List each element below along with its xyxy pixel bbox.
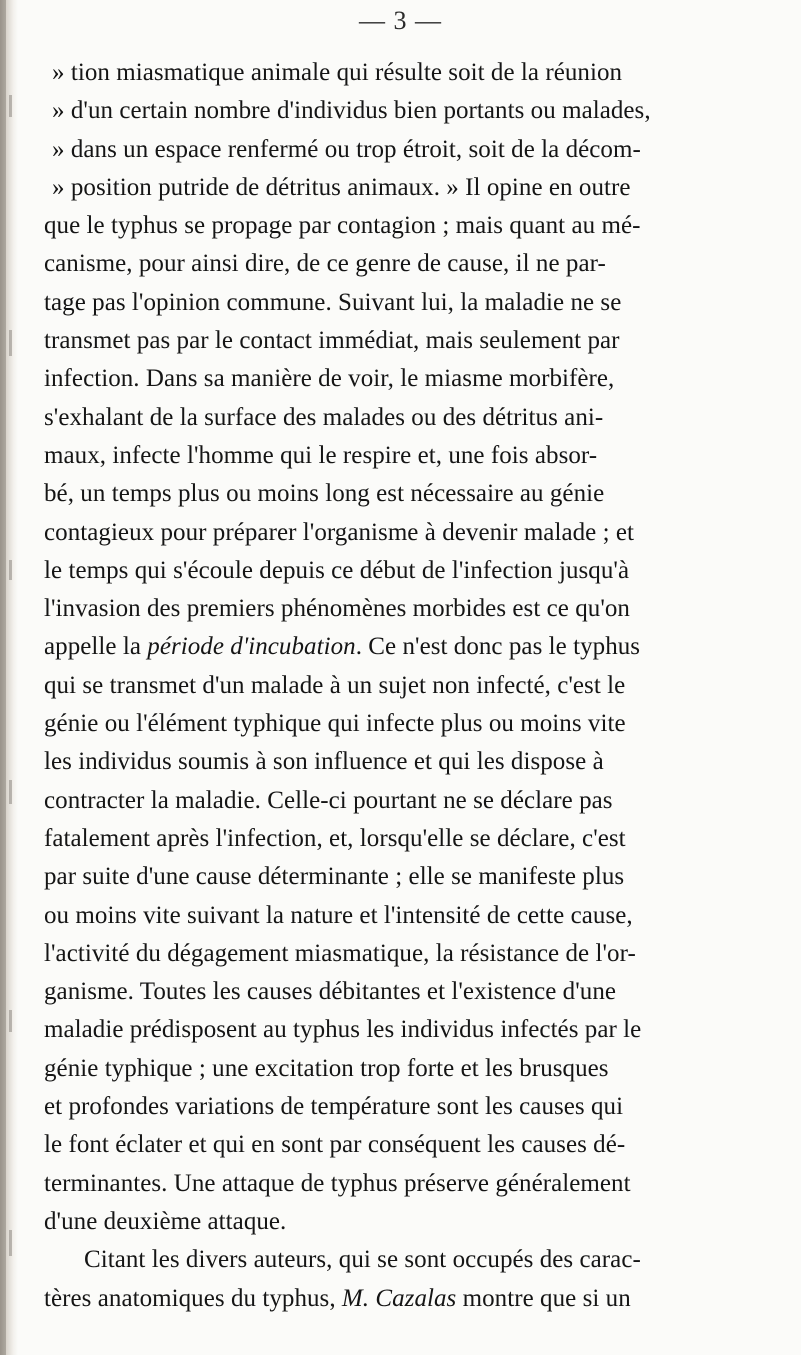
text-line: infection. Dans sa manière de voir, le miasme morbifère, bbox=[44, 365, 615, 393]
text-line: le font éclater et qui en sont par conséquent les causes dé- bbox=[44, 1131, 626, 1159]
text-line: maladie prédisposent au typhus les individus infectés par le bbox=[44, 1016, 642, 1044]
page-number-header: — 3 — bbox=[359, 6, 442, 35]
text-line bbox=[44, 628, 784, 666]
text-line: canisme, pour ainsi dire, de ce genre de cause, il ne par- bbox=[44, 250, 606, 278]
text-line: génie ou l'élément typhique qui infecte plus ou moins vite bbox=[44, 710, 626, 738]
text-line: s'exhalant de la surface des malades ou des détritus ani- bbox=[44, 403, 604, 431]
text-line: » d'un certain nombre d'individus bien portants ou malades, bbox=[52, 97, 651, 125]
text-line: contagieux pour préparer l'organisme à devenir malade ; et bbox=[44, 518, 635, 546]
text-line: tage pas l'opinion commune. Suivant lui, la maladie ne se bbox=[44, 288, 622, 316]
text-line: que le typhus se propage par contagion ; mais quant au mé- bbox=[44, 212, 641, 240]
text-line: l'invasion des premiers phénomènes morbides est ce qu'on bbox=[44, 595, 630, 623]
text-segment: . Ce n'est donc pas le typhus bbox=[355, 633, 641, 661]
text-line: maux, infecte l'homme qui le respire et, une fois absor- bbox=[44, 441, 598, 469]
text-line: » position putride de détritus animaux. » Il opine en outre bbox=[52, 173, 631, 201]
text-line: l'activité du dégagement miasmatique, la résistance de l'or- bbox=[44, 939, 636, 967]
text-line: terminantes. Une attaque de typhus préserve généralement bbox=[44, 1169, 631, 1197]
text-line: » tion miasmatique animale qui résulte soit de la réunion bbox=[52, 59, 623, 86]
text-segment: tères anatomiques du typhus, bbox=[44, 1284, 342, 1312]
text-line: qui se transmet d'un malade à un sujet non infecté, c'est le bbox=[44, 671, 626, 699]
italic-term: période d'incubation bbox=[147, 633, 356, 661]
text-line: génie typhique ; une excitation trop forte et les brusques bbox=[44, 1054, 609, 1082]
text-line: transmet pas par le contact immédiat, mais seulement par bbox=[44, 327, 620, 355]
text-line: ou moins vite suivant la nature et l'intensité de cette cause, bbox=[44, 901, 633, 929]
text-line: les individus soumis à son influence et qui les dispose à bbox=[44, 748, 604, 776]
paragraph-start-line: Citant les divers auteurs, qui se sont occupés des carac- bbox=[84, 1246, 641, 1274]
text-line: fatalement après l'infection, et, lorsqu'elle se déclare, c'est bbox=[44, 824, 626, 852]
binding-shadow-marks bbox=[0, 0, 22, 1355]
text-line: et profondes variations de température sont les causes qui bbox=[44, 1093, 624, 1121]
text-line: le temps qui s'écoule depuis ce début de l'infection jusqu'à bbox=[44, 556, 630, 584]
text-segment: montre que si un bbox=[456, 1284, 631, 1312]
author-name: M. Cazalas bbox=[341, 1284, 457, 1312]
text-line: d'une deuxième attaque. bbox=[44, 1207, 287, 1235]
text-line: contracter la maladie. Celle-ci pourtant ne se déclare pas bbox=[44, 786, 613, 814]
body-text bbox=[44, 54, 784, 1318]
text-line: bé, un temps plus ou moins long est nécessaire au génie bbox=[44, 480, 605, 508]
text-line: ganisme. Toutes les causes débitantes et l'existence d'une bbox=[44, 978, 617, 1006]
text-segment: appelle la bbox=[44, 633, 148, 661]
text-line bbox=[44, 1280, 784, 1318]
text-line: par suite d'une cause déterminante ; elle se manifeste plus bbox=[44, 863, 625, 891]
text-line: » dans un espace renfermé ou trop étroit, soit de la décom- bbox=[52, 135, 641, 163]
